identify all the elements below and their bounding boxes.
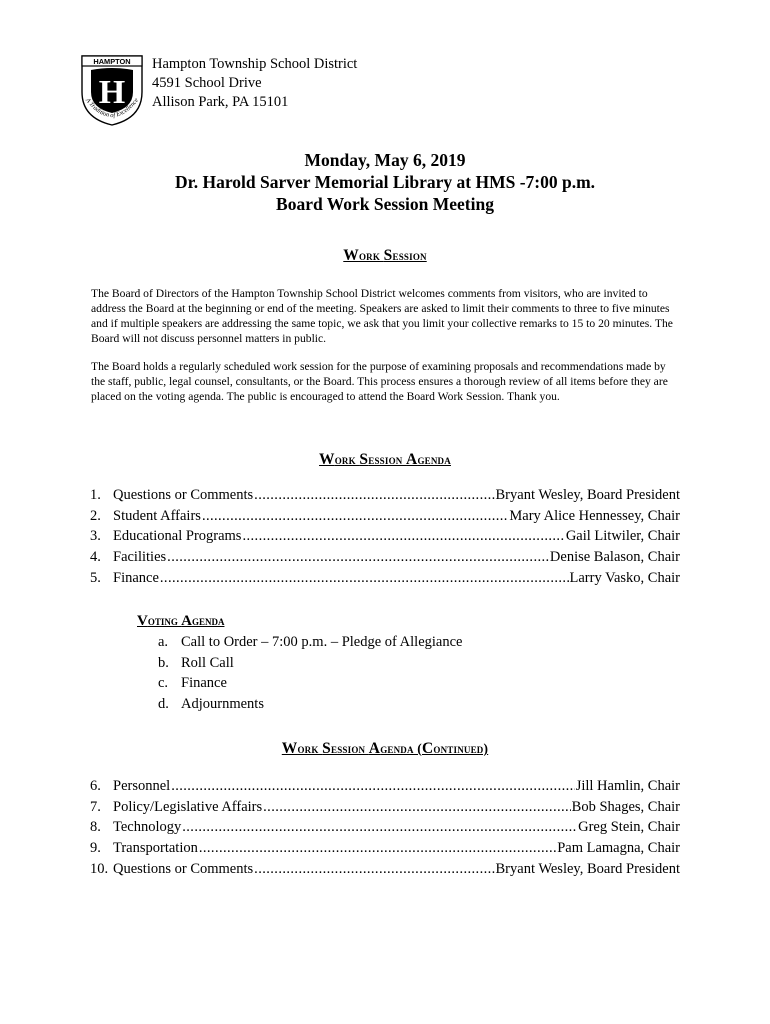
voting-item: d. Adjournments (158, 696, 264, 713)
agenda-item: 10. Questions or Comments ..... Bryant Wesley, Board President (90, 861, 680, 882)
agenda-item: 9. Transportation ..... Pam Lamagna, Chair (90, 840, 680, 861)
dot-leader (182, 819, 577, 836)
street-address: 4591 School Drive (152, 75, 262, 91)
district-address (152, 55, 357, 112)
dot-leader (202, 508, 508, 525)
dot-leader (199, 840, 556, 857)
agenda-item: 6. Personnel ..... Jill Hamlin, Chair (90, 778, 680, 799)
meeting-location: Dr. Harold Sarver Memorial Library at HMS -7:00 p.m. (174, 172, 596, 192)
agenda-item: 1. Questions or Comments ..... Bryant Wesley, Board President (90, 487, 680, 508)
work-session-paragraph-2: The Board holds a regularly scheduled work session for the purpose of examining proposals and recommendations made by the staff, public, legal counsel, consultants, or the Board. This process ensures a thorough review of all items before they are placed on the voting agenda. The public is encouraged to attend the Board Work Session. Thank you. (91, 360, 668, 403)
work-session-paragraph-1: The Board of Directors of the Hampton Township School District welcomes comments from visitors, who are invited to address the Board at the beginning or end of the meeting. Speakers are asked to limit their comments to three to five minutes and if multiple speakers are addressing the same topic, we ask that you limit your collective remarks to 15 to 20 minutes. The Board will not discuss personnel matters in public. (91, 287, 673, 345)
meeting-date: Monday, May 6, 2019 (304, 150, 466, 170)
dot-leader (171, 778, 575, 795)
dot-leader (254, 487, 494, 504)
district-name: Hampton Township School District (152, 56, 358, 72)
voting-item: c. Finance (158, 675, 227, 692)
dot-leader (160, 570, 569, 587)
agenda-item: 5. Finance ..... Larry Vasko, Chair (90, 570, 680, 591)
dot-leader (242, 528, 564, 545)
agenda-item: 7. Policy/Legislative Affairs ..... Bob Shages, Chair (90, 799, 680, 820)
agenda-continued-list (90, 778, 680, 881)
voting-item: b. Roll Call (158, 654, 234, 671)
agenda-item: 4. Facilities ..... Denise Balason, Chair (90, 549, 680, 570)
meeting-type: Board Work Session Meeting (276, 194, 494, 214)
work-session-heading: Work Session (343, 247, 427, 264)
dot-leader (263, 799, 571, 816)
agenda-list (90, 487, 680, 590)
dot-leader (167, 549, 549, 566)
seal-letter: H (98, 74, 126, 111)
dot-leader (254, 861, 494, 878)
voting-agenda-list (158, 634, 462, 717)
voting-agenda-heading: Voting Agenda (137, 613, 225, 629)
seal-name-text: HAMPTON (93, 57, 131, 67)
meeting-titles (0, 149, 770, 215)
agenda-continued-heading: Work Session Agenda (Continued) (281, 740, 489, 757)
city-state-zip: Allison Park, PA 15101 (152, 94, 289, 110)
agenda-heading: Work Session Agenda (319, 451, 451, 468)
agenda-item: 3. Educational Programs ..... Gail Litwiler, Chair (90, 528, 680, 549)
seal-motto: A Tradition of Excellence (84, 96, 140, 120)
district-seal-logo (78, 52, 146, 128)
agenda-item: 8. Technology ..... Greg Stein, Chair (90, 819, 680, 840)
voting-item: a. Call to Order – 7:00 p.m. – Pledge of Allegiance (158, 634, 463, 650)
agenda-item: 2. Student Affairs ..... Mary Alice Hennessey, Chair (90, 508, 680, 529)
